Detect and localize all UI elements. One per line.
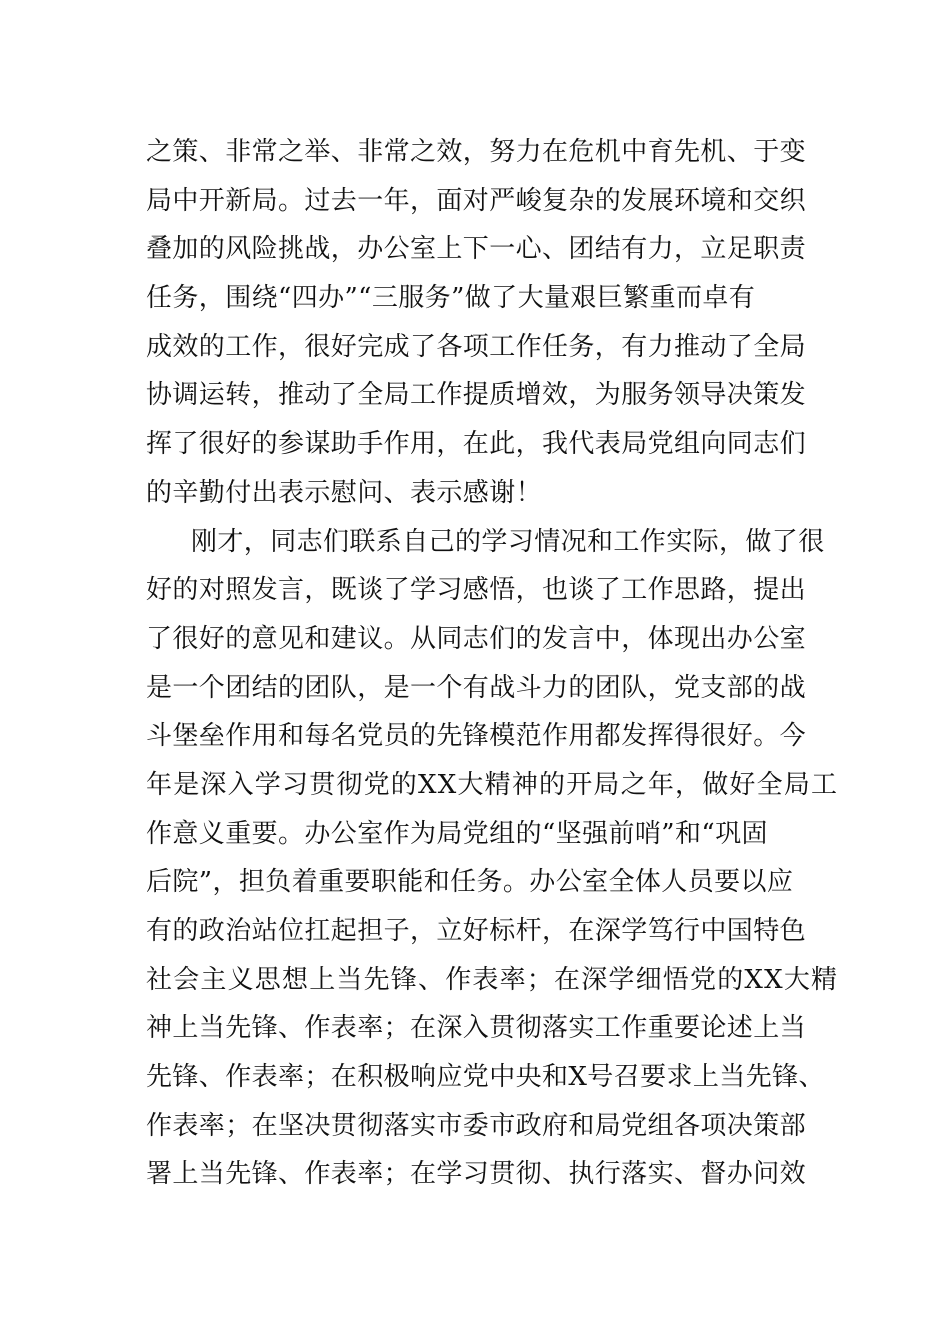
text-line: 先锋、作表率；在积极响应党中央和X号召要求上当先锋、 [146, 1062, 825, 1093]
text-line: 社会主义思想上当先锋、作表率；在深学细悟党的XX大精 [146, 964, 839, 995]
text-line: 神上当先锋、作表率；在深入贯彻落实工作重要论述上当 [146, 1013, 807, 1044]
text-line: 署上当先锋、作表率；在学习贯彻、执行落实、督办问效 [146, 1159, 807, 1190]
text-line: 之策、非常之举、非常之效，努力在危机中育先机、于变 [146, 137, 807, 167]
text-line: 有的政治站位扛起担子，立好标杆，在深学笃行中国特色 [146, 916, 807, 946]
text-line: 叠加的风险挑战，办公室上下一心、团结有力，立足职责 [146, 234, 807, 265]
text-line: 的辛勤付出表示慰问、表示感谢！ [146, 477, 543, 508]
body-text [146, 128, 839, 1199]
text-line: 成效的工作，很好完成了各项工作任务，有力推动了全局 [146, 331, 807, 362]
text-line: 任务，围绕“四办”“三服务”做了大量艰巨繁重而卓有 [146, 283, 756, 314]
text-line: 年是深入学习贯彻党的XX大精神的开局之年，做好全局工 [146, 769, 839, 800]
paragraph-start-line: 刚才，同志们联系自己的学习情况和工作实际，做了很 [191, 526, 825, 557]
text-line: 好的对照发言，既谈了学习感悟，也谈了工作思路，提出 [146, 575, 807, 606]
text-line: 挥了很好的参谋助手作用，在此，我代表局党组向同志们 [146, 429, 807, 460]
text-line: 是一个团结的团队，是一个有战斗力的团队，党支部的战 [146, 672, 807, 703]
text-line: 作表率；在坚决贯彻落实市委市政府和局党组各项决策部 [146, 1110, 807, 1141]
text-line: 协调运转，推动了全局工作提质增效，为服务领导决策发 [146, 380, 807, 411]
text-line: 斗堡垒作用和每名党员的先锋模范作用都发挥得很好。今 [146, 721, 807, 752]
text-line: 作意义重要。办公室作为局党组的“坚强前哨”和“巩固 [146, 818, 768, 849]
text-line: 后院”，担负着重要职能和任务。办公室全体人员要以应 [146, 867, 794, 898]
text-line: 了很好的意见和建议。从同志们的发言中，体现出办公室 [146, 623, 807, 654]
text-line: 局中开新局。过去一年，面对严峻复杂的发展环境和交织 [146, 185, 807, 216]
